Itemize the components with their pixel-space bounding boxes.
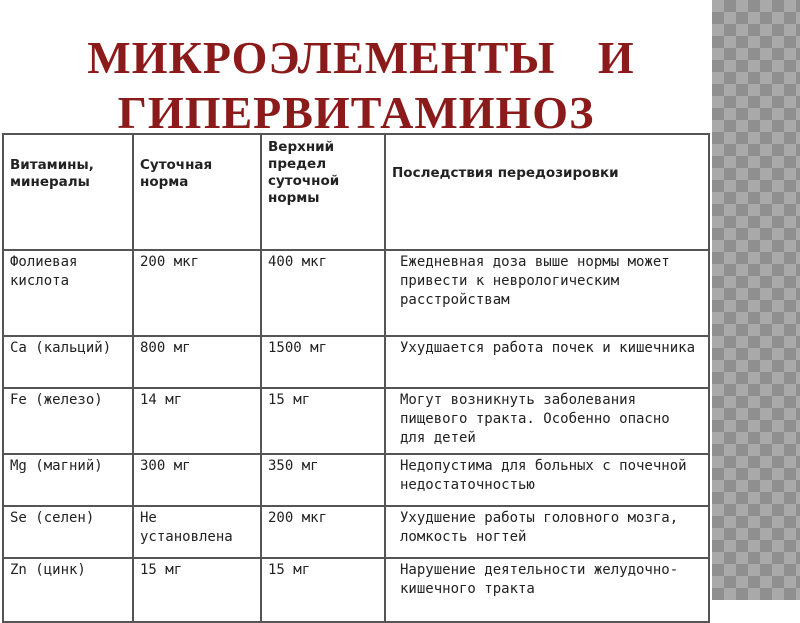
cell-upper-limit: 15 мг [261,388,385,454]
cell-nutrient: Фолиевая кислота [3,250,133,336]
table-row [3,454,709,506]
title-line-1: МИКРОЭЛЕМЕНТЫ И [87,32,635,83]
table-row [3,506,709,558]
cell-nutrient: Ca (кальций) [3,336,133,388]
cell-overdose-effects: Недопустима для больных с почечной недостаточностью [385,454,709,506]
cell-daily-norm: 14 мг [133,388,261,454]
cell-overdose-effects: Ежедневная доза выше нормы может привести к неврологическим расстройствам [385,250,709,336]
cell-upper-limit: 1500 мг [261,336,385,388]
table-header-row [3,134,709,250]
cell-nutrient: Mg (магний) [3,454,133,506]
cell-upper-limit: 15 мг [261,558,385,622]
cell-daily-norm: 300 мг [133,454,261,506]
cell-daily-norm: Не установлена [133,506,261,558]
header-upper-limit: Верхний предел суточной нормы [261,134,385,250]
decorative-side-pattern [712,0,800,600]
header-nutrient: Витамины, минералы [3,134,133,250]
slide-title [0,30,712,140]
cell-overdose-effects: Могут возникнуть заболевания пищевого тракта. Особенно опасно для детей [385,388,709,454]
cell-daily-norm: 15 мг [133,558,261,622]
cell-nutrient: Se (селен) [3,506,133,558]
overdose-table [2,133,710,623]
table-row [3,336,709,388]
table-row [3,558,709,622]
cell-upper-limit: 400 мкг [261,250,385,336]
cell-overdose-effects: Ухудшается работа почек и кишечника [385,336,709,388]
table-row [3,388,709,454]
header-overdose-effects: Последствия передозировки [385,134,709,250]
cell-overdose-effects: Ухудшение работы головного мозга, ломкость ногтей [385,506,709,558]
header-daily-norm: Суточная норма [133,134,261,250]
cell-nutrient: Zn (цинк) [3,558,133,622]
cell-overdose-effects: Нарушение деятельности желудочно-кишечного тракта [385,558,709,622]
cell-upper-limit: 350 мг [261,454,385,506]
table-row [3,250,709,336]
cell-upper-limit: 200 мкг [261,506,385,558]
cell-daily-norm: 800 мг [133,336,261,388]
title-line-2: ГИПЕРВИТАМИНОЗ [117,87,595,138]
cell-daily-norm: 200 мкг [133,250,261,336]
cell-nutrient: Fe (железо) [3,388,133,454]
